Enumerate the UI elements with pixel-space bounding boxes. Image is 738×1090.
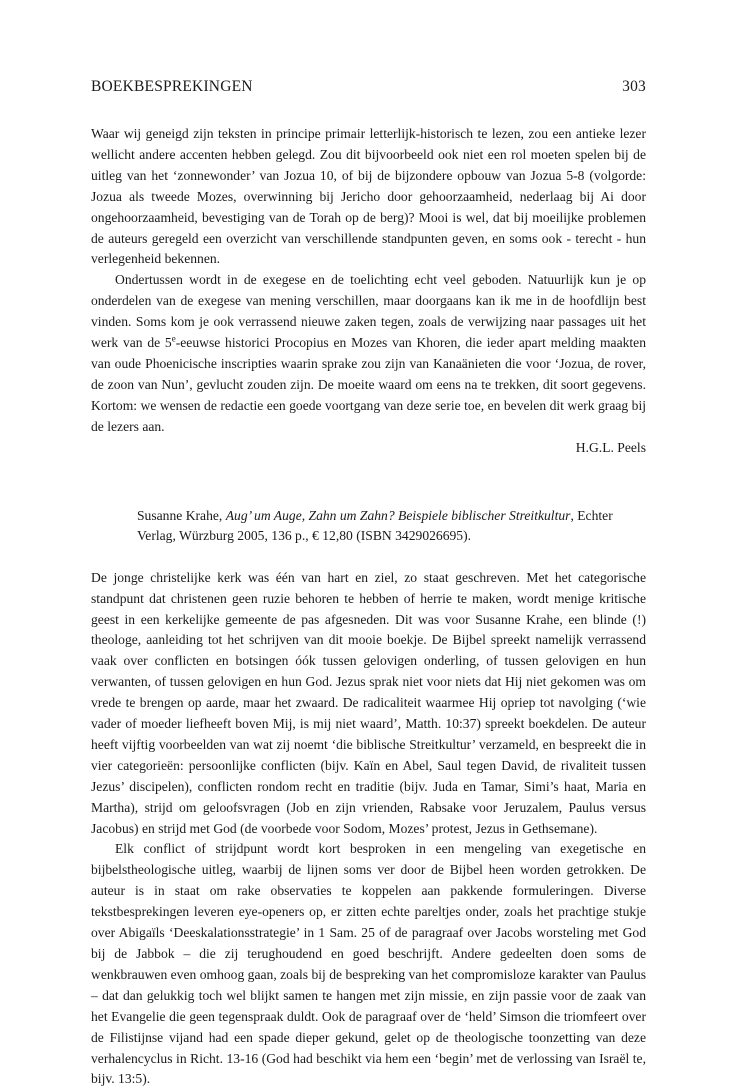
section-title: BOEKBESPREKINGEN xyxy=(91,78,253,95)
citation-author: Susanne Krahe, xyxy=(137,507,226,523)
citation-title: Aug’ um Auge, Zahn um Zahn? Beispiele biblischer Streitkultur xyxy=(225,507,571,523)
review-2-text xyxy=(91,568,646,1090)
review-2-paragraph-2: Elk conflict of strijdpunt wordt kort besproken in een mengeling van exegetische en bijbelstheologische uitleg, waarbij de lijnen soms ver door de Bijbel heen worden getrokken. De auteur is in staat om rake observaties te koppelen aan pakkende formuleringen. Diverse tekstbesprekingen leveren eye-openers op, er zitten echte pareltjes onder, zoals het prachtige stukje over Abigaïls ‘Deeskalationsstrategie’ in 1 Sam. 25 of de paragraaf over Jacobs worsteling met God bij de Jabbok – die zij terughoudend en goed beschrijft. Andere gedeelten doen soms de wenkbrauwen even omhoog gaan, zoals bij de bespreking van het compromisloze karakter van Paulus – dat dan gelukkig toch wel blijkt samen te hangen met zijn missie, en zijn passie voor de zaak van het Evangelie die geen tegenspraak duldt. Ook de paragraaf over de ‘held’ Simson die triomfeert over de Filistijnse vijand had een spade dieper gekund, gelet op de theologische toonzetting van deze verhalencyclus in Richt. 13-16 (God had beschikt via hem een ‘begin’ met de verlossing van Israël te, bijv. 13:5). xyxy=(91,841,646,1087)
citation-publisher: , Echter Verlag, Würzburg 2005, 136 p., € 12,80 (ISBN 3429026695). xyxy=(137,507,613,544)
page-number: 303 xyxy=(622,78,646,95)
review-1-paragraph-2-end: -eeuwse historici Procopius en Mozes van Khoren, die ieder apart melding maakten van oude Phoenicische inscripties waarin sprake zou zijn van Kanaänieten die voor ‘Jozua, de rover, de zoon van Nun’, gevlucht zouden zijn. De moeite waard om eens na te trekken, dit soort gegevens. Kortom: we wensen de redactie een goede voortgang van deze serie toe, en bevelen dit werk graag bij de lezers aan. xyxy=(91,335,647,434)
reviewer-signature: H.G.L. Peels xyxy=(575,439,646,455)
review-1-text xyxy=(91,124,646,438)
review-2-paragraph-1: De jonge christelijke kerk was één van hart en ziel, zo staat geschreven. Met het categorische standpunt dat christenen geen ruzie behoren te hebben of herrie te maken, wordt menige kritische geest in een kerkelijke gemeente de pas afgesneden. Dit was voor Susanne Krahe, een blinde (!) theologe, aanleiding tot het schrijven van dit mooie boekje. De Bijbel spreekt namelijk verrassend vaak over conflicten en botsingen óók tussen gelovigen onderling, of tussen gelovigen en hun verwanten, of tussen gelovigen en hun God. Jezus sprak niet voor niets dat Hij niet gekomen was om vrede te brengen op aarde, maar het zwaard. De radicaliteit waarmee Hij opriep tot navolging (‘wie vader of moeder liefheeft boven Mij, is mij niet waard’, Matth. 10:37) spreekt boekdelen. De auteur heeft vijftig voorbeelden van wat zij noemt ‘die biblische Streitkultur’ verzameld, en bespreekt die in vier categorieën: persoonlijke conflicten (bijv. Kaïn en Abel, Saul tegen David, de rivaliteit tussen Jezus’ discipelen), conflicten rondom recht en traditie (bijv. Juda en Tamar, Simi’s haat, Maria en Martha), strijd om geloofsvragen (Job en zijn vrienden, Rabsake voor Jeruzalem, Paulus versus Jacobus) en strijd met God (de voorbede voor Sodom, Mozes’ protest, Jezus in Gethsemane). xyxy=(91,569,646,836)
review-1-paragraph-2-start: Ondertussen wordt in de exegese en de toelichting echt veel geboden. Natuurlijk kun je op onderdelen van de exegese van mening verschillen, maar doorgaans kan ik me in de hoofdlijn best vinden. Soms kom je ook verrassend nieuwe zaken tegen, zoals de verwijzing naar passages uit het werk van de 5 xyxy=(91,272,646,351)
superscript-ordinal: e xyxy=(171,333,176,344)
page xyxy=(91,78,646,1090)
running-head xyxy=(91,78,646,100)
book-citation xyxy=(137,506,646,547)
review-1-paragraph-2 xyxy=(91,270,646,437)
review-1-paragraph-1: Waar wij geneigd zijn teksten in principe primair letterlijk-historisch te lezen, zou een antieke lezer wellicht andere accenten hebben gelegd. Zou dit bijvoorbeeld ook niet een rol moeten spelen bij de uitleg van het ‘zonnewonder’ van Jozua 10, of bij de bijzondere opbouw van Jozua 5-8 (volgorde: Jozua als tweede Mozes, overwinning bij Jericho door gehoorzaamheid, nederlaag bij Ai door ongehoorzaamheid, bevestiging van de Torah op de berg)? Mooi is wel, dat bij moeilijke problemen de auteurs geregeld een overzicht van verschillende standpunten geven, en soms ook - terecht - hun verlegenheid bekennen. xyxy=(91,126,646,267)
